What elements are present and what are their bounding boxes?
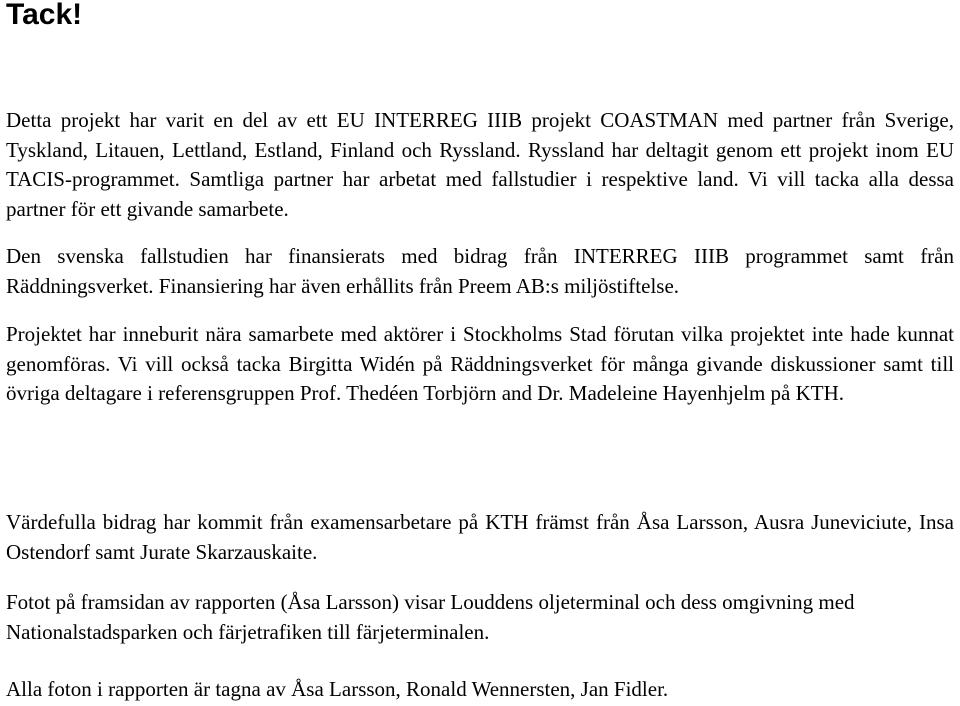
paragraph-photo-credits: Alla foton i rapporten är tagna av Åsa Larsson, Ronald Wennersten, Jan Fidler. (6, 677, 669, 701)
paragraph-collaboration: Projektet har inneburit nära samarbete med aktörer i Stockholms Stad förutan vilka projektet inte hade kunnat genomföras. Vi vill också tacka Birgitta Widén på Räddningsverket för många givande diskussioner samt till övriga deltagare i referensgruppen Prof. Thedéen Torbjörn and Dr. Madeleine Hayenhjelm på KTH. (6, 322, 954, 405)
page-title: Tack! (6, 0, 83, 31)
paragraph-cover-photo: Fotot på framsidan av rapporten (Åsa Larsson) visar Louddens oljeterminal och dess omgivning med Nationalstadsparken och färjetrafiken till färjeterminalen. (6, 590, 855, 644)
paragraph-contributions: Värdefulla bidrag har kommit från examensarbetare på KTH främst från Åsa Larsson, Ausra Juneviciute, Insa Ostendorf samt Jurate Skarzauskaite. (6, 510, 954, 564)
paragraph-funding: Den svenska fallstudien har finansierats med bidrag från INTERREG IIIB programmet samt från Räddningsverket. Finansiering har även erhållits från Preem AB:s miljöstiftelse. (6, 244, 954, 298)
paragraph-project-description: Detta projekt har varit en del av ett EU INTERREG IIIB projekt COASTMAN med partner från Sverige, Tyskland, Litauen, Lettland, Estland, Finland och Ryssland. Ryssland har deltagit genom ett projekt inom EU TACIS-programmet. Samtliga partner har arbetat med fallstudier i respektive land. Vi vill tacka alla dessa partner för ett givande samarbete. (6, 108, 954, 221)
